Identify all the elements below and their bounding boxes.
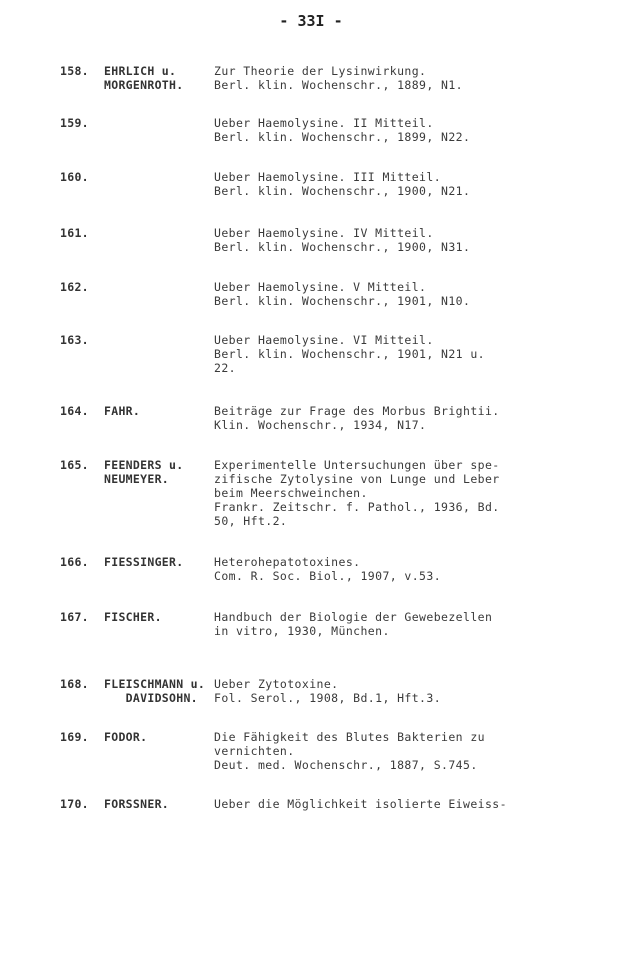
entry-number: 162. — [60, 280, 89, 294]
entry-author: FEENDERS u. NEUMEYER. — [104, 458, 184, 486]
entry-number: 160. — [60, 170, 89, 184]
entry-citation: Handbuch der Biologie der Gewebezellen in vitro, 1930, München. — [214, 610, 493, 638]
entry-number: 168. — [60, 677, 89, 691]
entry-number: 159. — [60, 116, 89, 130]
entry-citation: Experimentelle Untersuchungen über spe- zifische Zytolysine von Lunge und Leber beim Meerschweinchen. Frankr. Zeitschr. f. Pathol., 1936, Bd. 50, Hft.2. — [214, 458, 500, 528]
entry-citation: Ueber Haemolysine. V Mitteil. Berl. klin. Wochenschr., 1901, N10. — [214, 280, 471, 308]
entry-number: 169. — [60, 730, 89, 744]
entry-number: 164. — [60, 404, 89, 418]
entry-author: EHRLICH u. MORGENROTH. — [104, 64, 184, 92]
entry-author: FORSSNER. — [104, 797, 170, 811]
entry-number: 158. — [60, 64, 89, 78]
entry-citation: Heterohepatotoxines. Com. R. Soc. Biol., 1907, v.53. — [214, 555, 442, 583]
entry-author: FIESSINGER. — [104, 555, 184, 569]
entry-author: FLEISCHMANN u. DAVIDSOHN. — [104, 677, 206, 705]
entry-number: 166. — [60, 555, 89, 569]
entry-citation: Die Fähigkeit des Blutes Bakterien zu vernichten. Deut. med. Wochenschr., 1887, S.745. — [214, 730, 485, 772]
entry-citation: Ueber die Möglichkeit isolierte Eiweiss- — [214, 797, 507, 811]
entry-number: 170. — [60, 797, 89, 811]
entry-citation: Ueber Haemolysine. VI Mitteil. Berl. klin. Wochenschr., 1901, N21 u. 22. — [214, 333, 485, 375]
page-number: - 33I - — [279, 12, 343, 30]
entry-citation: Beiträge zur Frage des Morbus Brightii. Klin. Wochenschr., 1934, N17. — [214, 404, 500, 432]
entry-citation: Ueber Haemolysine. II Mitteil. Berl. klin. Wochenschr., 1899, N22. — [214, 116, 471, 144]
entry-citation: Ueber Haemolysine. IV Mitteil. Berl. klin. Wochenschr., 1900, N31. — [214, 226, 471, 254]
entry-citation: Zur Theorie der Lysinwirkung. Berl. klin. Wochenschr., 1889, N1. — [214, 64, 464, 92]
entry-number: 163. — [60, 333, 89, 347]
entry-citation: Ueber Haemolysine. III Mitteil. Berl. klin. Wochenschr., 1900, N21. — [214, 170, 471, 198]
entry-author: FODOR. — [104, 730, 148, 744]
entry-citation: Ueber Zytotoxine. Fol. Serol., 1908, Bd.1, Hft.3. — [214, 677, 442, 705]
entry-number: 167. — [60, 610, 89, 624]
entry-author: FISCHER. — [104, 610, 162, 624]
entry-number: 165. — [60, 458, 89, 472]
entry-number: 161. — [60, 226, 89, 240]
entry-author: FAHR. — [104, 404, 141, 418]
